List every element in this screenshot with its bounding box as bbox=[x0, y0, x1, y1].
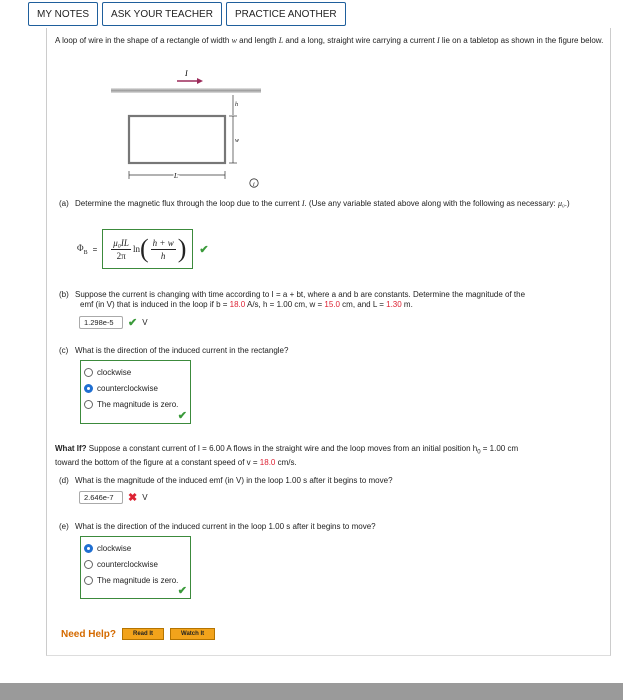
phi-subscript: B bbox=[83, 249, 88, 256]
h0-subscript: 0 bbox=[477, 449, 481, 456]
what-if-body: = 1.00 cm bbox=[480, 444, 519, 453]
intro-text: lie on a tabletop as shown in the figure below. bbox=[439, 36, 604, 45]
part-b-question bbox=[59, 290, 599, 310]
inner-denominator: h bbox=[160, 250, 166, 261]
var-w: w bbox=[231, 36, 237, 45]
phi-text: Φ bbox=[77, 242, 84, 253]
radio-button-selected[interactable] bbox=[84, 544, 93, 553]
svg-text:i: i bbox=[253, 182, 255, 188]
part-c-question bbox=[59, 346, 599, 356]
radio-button[interactable] bbox=[84, 560, 93, 569]
inner-numerator: h + w bbox=[152, 237, 174, 248]
what-if-label: What If? bbox=[55, 444, 87, 453]
w-value: 15.0 bbox=[324, 300, 340, 309]
choice-label: clockwise bbox=[97, 543, 132, 553]
part-e-question bbox=[59, 522, 599, 532]
part-b-label: (b) bbox=[59, 290, 69, 299]
read-it-button[interactable]: Read It bbox=[122, 628, 164, 640]
var-L: L bbox=[278, 36, 284, 45]
fraction-denominator: 2π bbox=[116, 250, 126, 261]
ln-text: ln bbox=[132, 244, 140, 254]
need-help-label: Need Help? bbox=[61, 628, 117, 640]
correct-check-icon: ✔ bbox=[199, 243, 209, 256]
b-value: 18.0 bbox=[229, 300, 246, 309]
fraction bbox=[111, 238, 131, 261]
right-paren: ) bbox=[177, 234, 187, 263]
part-c-choices bbox=[80, 360, 191, 424]
info-icon[interactable] bbox=[250, 179, 258, 188]
part-b-text: Suppose the current is changing with time according to I = a + bt, where a and b are constants. Determine the magnitude of the bbox=[75, 290, 526, 299]
part-a-text: Determine the magnetic flux through the loop due to the current bbox=[75, 199, 302, 208]
choice-clockwise[interactable] bbox=[84, 364, 187, 380]
wire-loop bbox=[129, 116, 225, 163]
part-d-label: (d) bbox=[59, 476, 69, 485]
what-if-body: cm/s. bbox=[275, 457, 297, 467]
choice-label: counterclockwise bbox=[97, 383, 158, 393]
unit-label: V bbox=[142, 493, 148, 502]
part-b-text: m. bbox=[401, 300, 413, 309]
my-notes-button[interactable]: MY NOTES bbox=[28, 2, 98, 26]
part-a-label: (a) bbox=[59, 199, 69, 208]
what-if-body: toward the bottom of the figure at a constant speed of v = bbox=[55, 457, 260, 467]
unit-label: V bbox=[142, 318, 148, 327]
problem-intro bbox=[55, 36, 605, 46]
part-e-text: What is the direction of the induced current in the loop 1.00 s after it begins to move? bbox=[75, 522, 376, 531]
h-label: h bbox=[235, 102, 238, 108]
L-label: L bbox=[174, 172, 178, 180]
part-b-text: cm, and L = bbox=[339, 300, 387, 309]
need-help-row bbox=[61, 628, 215, 640]
bottom-bar bbox=[0, 683, 623, 700]
part-b-answer-input[interactable]: 1.298e-5 bbox=[79, 316, 123, 329]
radio-button[interactable] bbox=[84, 576, 93, 585]
part-a-text: .) bbox=[564, 199, 570, 208]
current-label: I bbox=[185, 69, 188, 78]
incorrect-x-icon: ✖ bbox=[128, 492, 138, 504]
part-a-question bbox=[59, 199, 599, 209]
what-if-body: Suppose a constant current of I = 6.00 A flows in the straight wire and the loop moves from an initial position h bbox=[86, 444, 478, 453]
var-I: I bbox=[437, 36, 440, 45]
phi-symbol bbox=[77, 243, 88, 256]
formula-answer-field[interactable] bbox=[102, 229, 193, 269]
fraction-numerator: μ₀IL bbox=[113, 237, 129, 248]
var-I: I bbox=[301, 199, 305, 208]
intro-text: and length bbox=[236, 36, 279, 45]
practice-another-button[interactable]: PRACTICE ANOTHER bbox=[226, 2, 346, 26]
what-if-text bbox=[55, 444, 607, 468]
part-b-text: A/s, h = 1.00 cm, w = bbox=[245, 300, 325, 309]
wire-loop-figure bbox=[109, 68, 279, 218]
choice-label: counterclockwise bbox=[97, 559, 158, 569]
part-d-answer-input[interactable]: 2.646e-7 bbox=[79, 491, 123, 504]
part-c-text: What is the direction of the induced current in the rectangle? bbox=[75, 346, 289, 355]
radio-button[interactable] bbox=[84, 400, 93, 409]
intro-text: and a long, straight wire carrying a current bbox=[283, 36, 438, 45]
part-c-label: (c) bbox=[59, 346, 69, 355]
choice-counterclockwise[interactable] bbox=[84, 556, 187, 572]
watch-it-button[interactable]: Watch It bbox=[170, 628, 215, 640]
L-value: 1.30 bbox=[386, 300, 402, 309]
choice-label: clockwise bbox=[97, 367, 132, 377]
part-d-question bbox=[59, 476, 599, 486]
correct-check-icon: ✔ bbox=[177, 410, 187, 422]
part-d-text: What is the magnitude of the induced emf (in V) in the loop 1.00 s after it begins to move? bbox=[75, 476, 393, 485]
choice-label: The magnitude is zero. bbox=[97, 575, 179, 585]
inner-fraction bbox=[151, 238, 176, 261]
part-e-choices bbox=[80, 536, 191, 599]
part-d-answer-row bbox=[79, 491, 148, 504]
part-a-text: . (Use any variable stated above along with the following as necessary: bbox=[304, 199, 558, 208]
current-arrow-head bbox=[197, 78, 203, 84]
top-toolbar bbox=[28, 2, 346, 26]
choice-counterclockwise[interactable] bbox=[84, 380, 187, 396]
part-b-answer-row bbox=[79, 316, 148, 329]
part-b-text: emf (in V) that is induced in the loop if b = bbox=[80, 300, 230, 309]
var-mu0: μ₀ bbox=[557, 199, 565, 208]
correct-check-icon: ✔ bbox=[177, 585, 187, 597]
radio-button-selected[interactable] bbox=[84, 384, 93, 393]
choice-zero[interactable] bbox=[84, 396, 187, 412]
intro-text: A loop of wire in the shape of a rectangle of width bbox=[55, 36, 232, 45]
straight-wire bbox=[111, 88, 261, 93]
equals-sign: = bbox=[92, 244, 98, 254]
choice-clockwise[interactable] bbox=[84, 540, 187, 556]
choice-label: The magnitude is zero. bbox=[97, 399, 179, 409]
correct-check-icon: ✔ bbox=[128, 317, 138, 329]
w-label: w bbox=[235, 138, 240, 144]
left-paren: ( bbox=[139, 234, 149, 263]
radio-button[interactable] bbox=[84, 368, 93, 377]
ask-teacher-button[interactable]: ASK YOUR TEACHER bbox=[102, 2, 222, 26]
choice-zero[interactable] bbox=[84, 572, 187, 588]
part-a-answer bbox=[77, 228, 209, 270]
part-e-label: (e) bbox=[59, 522, 69, 531]
question-card bbox=[46, 28, 611, 656]
v-value: 18.0 bbox=[259, 457, 276, 467]
